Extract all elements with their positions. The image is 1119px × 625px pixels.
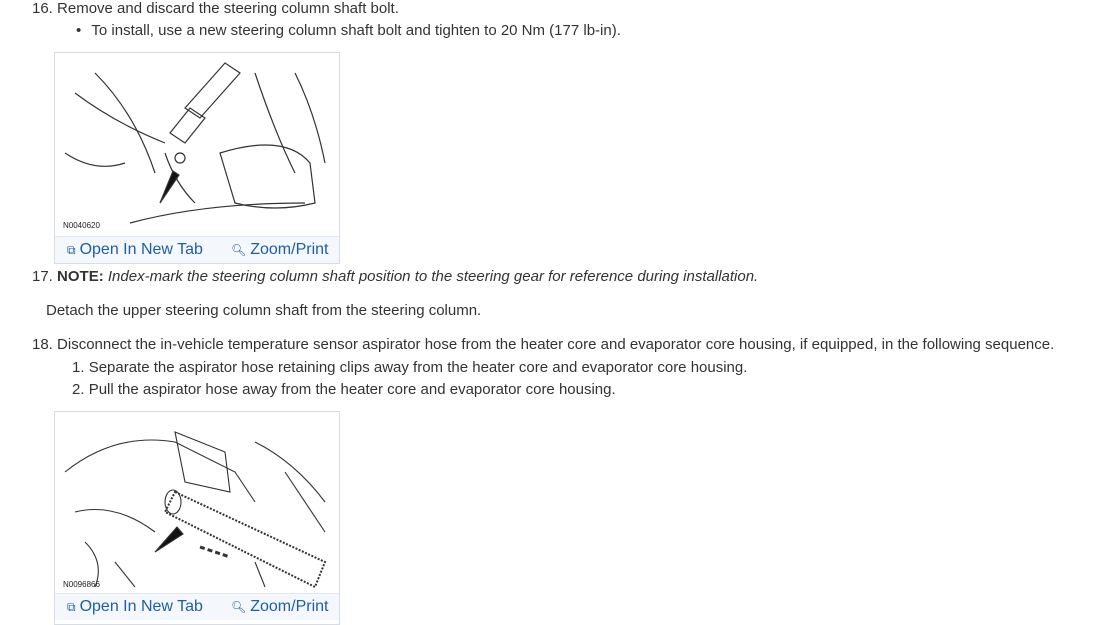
step-number: 17. bbox=[32, 268, 53, 285]
step-text: Remove and discard the steering column shaft bolt. bbox=[57, 0, 399, 17]
link-label: Open In New Tab bbox=[79, 598, 203, 615]
zoom-icon: 🔍︎ bbox=[231, 600, 247, 614]
step-number: 18. bbox=[32, 336, 53, 353]
aspirator-hose-illustration bbox=[55, 412, 339, 592]
zoom-print-link[interactable] bbox=[231, 241, 328, 259]
step-text: Detach the upper steering column shaft from the steering column. bbox=[46, 302, 482, 319]
substep-text: Separate the aspirator hose retaining clips away from the heater core and evaporator core housing. bbox=[88, 359, 748, 376]
step-number: 16. bbox=[32, 0, 53, 17]
bullet-item: • To install, use a new steering column shaft bolt and tighten to 20 Nm (177 lb-in). bbox=[76, 22, 621, 39]
link-label: Zoom/Print bbox=[250, 241, 329, 258]
link-label: Zoom/Print bbox=[250, 598, 329, 615]
bullet-text: To install, use a new steering column shaft bolt and tighten to 20 Nm (177 lb-in). bbox=[91, 22, 621, 39]
zoom-icon: 🔍︎ bbox=[231, 243, 247, 257]
step-16 bbox=[32, 0, 399, 17]
open-tab-icon: ⧉ bbox=[67, 600, 76, 614]
step-text: Disconnect the in-vehicle temperature sensor aspirator hose from the heater core and evaporator core housing, if equipped, in the following sequence. bbox=[57, 336, 1055, 353]
open-in-new-tab-link[interactable] bbox=[67, 241, 203, 259]
open-tab-icon: ⧉ bbox=[67, 243, 76, 257]
substep-number: 2. bbox=[72, 381, 85, 398]
note-label: NOTE: bbox=[57, 268, 104, 285]
substep bbox=[72, 381, 616, 398]
figure-links bbox=[55, 236, 339, 263]
step-17 bbox=[32, 268, 758, 285]
step-18 bbox=[32, 336, 1054, 353]
figure-aspirator-hose bbox=[54, 411, 340, 625]
open-in-new-tab-link[interactable] bbox=[67, 598, 203, 616]
figure-id: N0040620 bbox=[63, 221, 100, 230]
note-text: Index-mark the steering column shaft position to the steering gear for reference during installation. bbox=[107, 268, 759, 285]
figure-steering-shaft bbox=[54, 52, 340, 264]
steering-shaft-illustration bbox=[55, 53, 339, 233]
figure-id: N0096866 bbox=[63, 580, 100, 589]
link-label: Open In New Tab bbox=[79, 241, 203, 258]
substep-text: Pull the aspirator hose away from the heater core and evaporator core housing. bbox=[88, 381, 616, 398]
substep-number: 1. bbox=[72, 359, 85, 376]
figure-links bbox=[55, 593, 339, 620]
zoom-print-link[interactable] bbox=[231, 598, 328, 616]
substep bbox=[72, 359, 747, 376]
